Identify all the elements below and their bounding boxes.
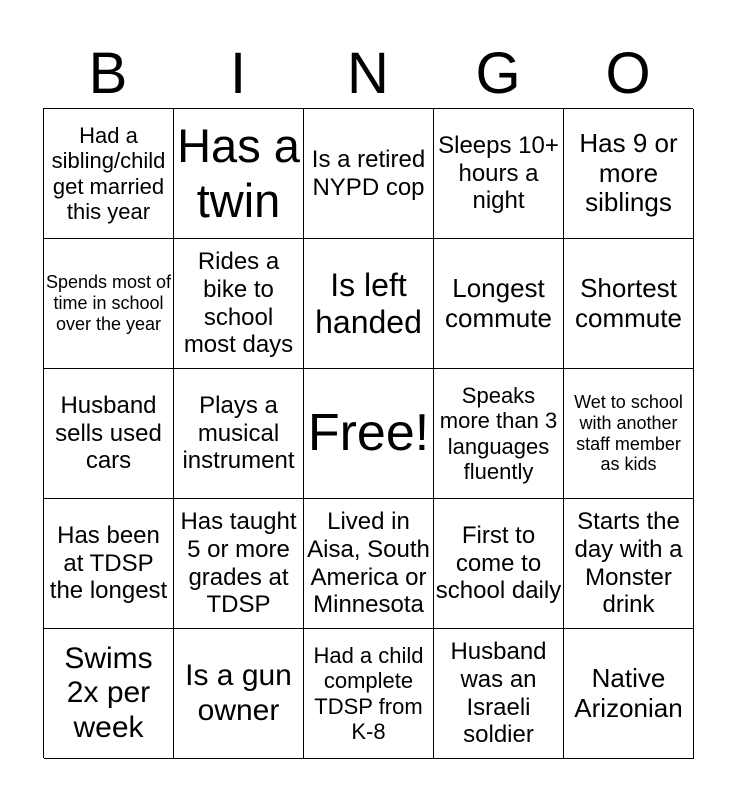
bingo-cell[interactable] [304,109,434,239]
bingo-cell-text: Starts the day with a Monster drink [574,508,683,619]
bingo-cell[interactable] [304,629,434,759]
bingo-cell-text: Plays a musical instrument [182,392,295,475]
bingo-cell-text: Longest commute [445,272,552,333]
bingo-cell[interactable] [304,369,434,499]
bingo-cell[interactable] [434,369,564,499]
bingo-cell[interactable] [434,629,564,759]
bingo-cell[interactable] [174,629,304,759]
bingo-cell[interactable] [44,499,174,629]
bingo-cell[interactable] [434,239,564,369]
bingo-header [43,40,693,108]
bingo-cell-text: Had a child complete TDSP from K-8 [313,642,424,744]
bingo-cell[interactable] [434,109,564,239]
bingo-cell-text: Is a retired NYPD cop [311,145,426,201]
bingo-cell-text: Had a sibling/child get married this year [51,122,166,224]
bingo-cell-text: Wet to school with another staff member as kids [574,392,683,475]
bingo-cell[interactable] [564,629,694,759]
bingo-cell[interactable] [564,369,694,499]
bingo-cell[interactable] [44,239,174,369]
bingo-cell[interactable] [174,369,304,499]
bingo-cell-text: Has 9 or more siblings [579,127,678,218]
bingo-cell-text: Free! [307,403,430,462]
bingo-cell-text: Husband sells used cars [55,392,162,475]
header-letter-o: O [605,41,651,106]
bingo-cell[interactable] [564,239,694,369]
bingo-cell-text: Is a gun owner [185,659,292,727]
bingo-cell[interactable] [434,499,564,629]
bingo-cell-text: Is left handed [315,266,422,340]
bingo-grid [43,108,693,758]
bingo-cell[interactable] [304,499,434,629]
bingo-cell-text: Native Arizonian [574,662,683,723]
bingo-cell[interactable] [174,239,304,369]
bingo-cell[interactable] [564,109,694,239]
bingo-cell[interactable] [44,369,174,499]
header-letter-n: N [347,41,389,106]
bingo-cell[interactable] [304,239,434,369]
header-letter-i: I [229,41,247,106]
bingo-cell-text: Speaks more than 3 languages fluently [439,382,558,484]
bingo-cell-text: Has a twin [177,119,300,227]
bingo-cell[interactable] [174,499,304,629]
bingo-cell-text: Rides a bike to school most days [183,248,294,359]
bingo-cell-text: Has taught 5 or more grades at TDSP [180,508,297,619]
header-letter-g: G [475,41,521,106]
bingo-cell-text: Spends most of time in school over the year [45,272,172,334]
bingo-cell[interactable] [44,629,174,759]
bingo-cell-text: Shortest commute [575,272,682,333]
bingo-cell-text: First to come to school daily [435,522,562,605]
bingo-cell-text: Has been at TDSP the longest [49,522,168,605]
bingo-cell[interactable] [174,109,304,239]
bingo-cell-text: Lived in Aisa, South America or Minnesota [307,508,430,619]
header-letter-b: B [88,41,128,106]
bingo-cell-text: Sleeps 10+ hours a night [438,132,559,215]
bingo-cell-text: Swims 2x per week [64,641,153,744]
bingo-cell-text: Husband was an Israeli soldier [450,638,547,749]
bingo-cell[interactable] [44,109,174,239]
bingo-cell[interactable] [564,499,694,629]
